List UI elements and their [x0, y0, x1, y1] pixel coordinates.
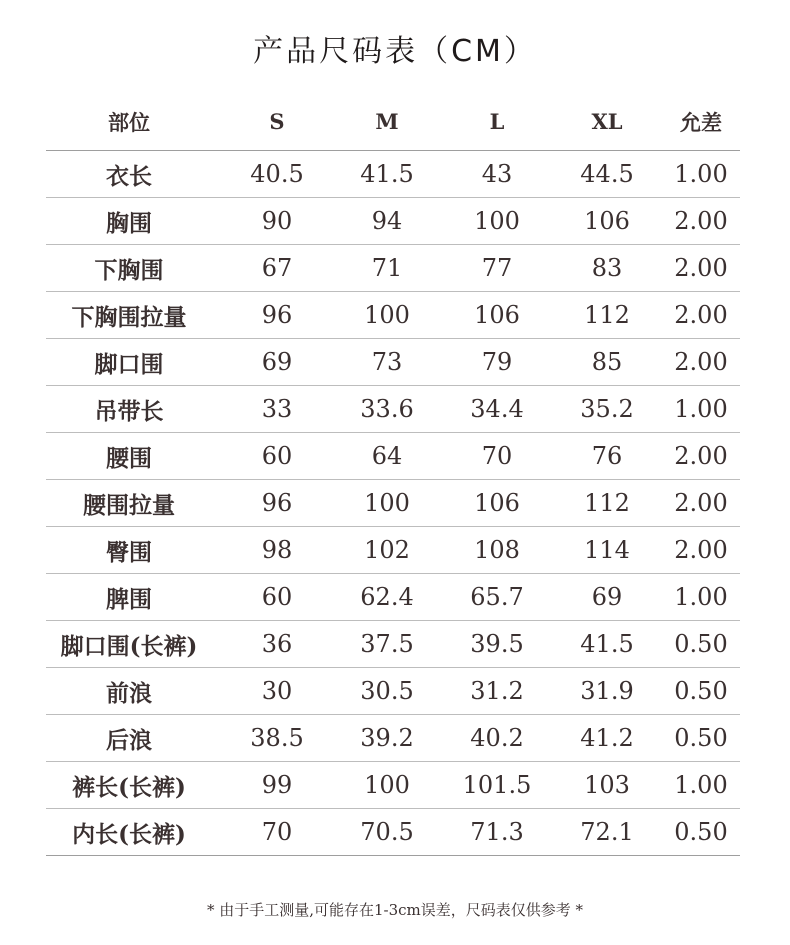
cell-size-xl: 41.2 — [580, 724, 634, 752]
cell-part: 后浪 — [106, 726, 152, 754]
cell-size-l: 34.4 — [470, 395, 524, 423]
cell-part: 脾围 — [106, 585, 152, 613]
cell-size-l: 40.2 — [470, 724, 524, 752]
cell-size-xl: 83 — [591, 254, 623, 282]
cell-size-xl: 31.9 — [580, 677, 634, 705]
cell-size-xl: 103 — [584, 771, 630, 799]
cell-part: 腰围 — [106, 444, 152, 472]
cell-part: 下胸围 — [94, 256, 164, 284]
header-size-m: M — [375, 109, 399, 134]
table-row — [46, 339, 740, 386]
table-row — [46, 433, 740, 480]
cell-size-l: 43 — [481, 160, 513, 188]
cell-size-m: 71 — [371, 254, 403, 282]
cell-size-xl: 112 — [584, 489, 630, 517]
cell-size-s: 30 — [261, 677, 293, 705]
cell-size-m: 70.5 — [360, 818, 414, 846]
cell-size-l: 77 — [481, 254, 513, 282]
cell-size-m: 33.6 — [360, 395, 414, 423]
table-row — [46, 668, 740, 715]
cell-size-l: 71.3 — [470, 818, 524, 846]
cell-size-m: 94 — [371, 207, 403, 235]
cell-size-l: 101.5 — [462, 771, 532, 799]
table-row — [46, 574, 740, 621]
cell-size-xl: 76 — [591, 442, 623, 470]
cell-size-s: 60 — [261, 442, 293, 470]
cell-part: 内长(长裤) — [72, 820, 186, 848]
cell-size-s: 99 — [261, 771, 293, 799]
cell-size-s: 38.5 — [250, 724, 304, 752]
cell-part: 吊带长 — [94, 397, 164, 425]
cell-size-l: 106 — [474, 301, 520, 329]
cell-size-l: 39.5 — [470, 630, 524, 658]
cell-size-xl: 106 — [584, 207, 630, 235]
cell-size-xl: 72.1 — [580, 818, 634, 846]
table-row — [46, 151, 740, 198]
cell-tolerance: 0.50 — [674, 724, 728, 752]
cell-part: 腰围拉量 — [83, 491, 175, 519]
cell-part: 脚口围(长裤) — [60, 632, 198, 660]
cell-tolerance: 0.50 — [674, 630, 728, 658]
cell-size-xl: 112 — [584, 301, 630, 329]
cell-part: 下胸围拉量 — [71, 303, 187, 331]
cell-size-m: 39.2 — [360, 724, 414, 752]
table-row — [46, 245, 740, 292]
table-row — [46, 621, 740, 668]
table-row — [46, 527, 740, 574]
cell-tolerance: 2.00 — [674, 207, 728, 235]
cell-size-s: 96 — [261, 301, 293, 329]
header-part: 部位 — [108, 109, 150, 135]
cell-size-m: 100 — [364, 771, 410, 799]
header-size-l: L — [489, 109, 505, 134]
cell-size-s: 40.5 — [250, 160, 304, 188]
header-tolerance: 允差 — [680, 109, 722, 135]
cell-part: 衣长 — [106, 162, 152, 190]
cell-part: 臀围 — [106, 538, 152, 566]
cell-part: 脚口围 — [94, 350, 164, 378]
cell-tolerance: 2.00 — [674, 442, 728, 470]
table-header-row — [46, 93, 740, 151]
table-row — [46, 715, 740, 762]
cell-size-l: 65.7 — [470, 583, 524, 611]
cell-part: 胸围 — [106, 209, 152, 237]
cell-size-s: 96 — [261, 489, 293, 517]
table-row — [46, 198, 740, 245]
cell-tolerance: 0.50 — [674, 677, 728, 705]
cell-part: 裤长(长裤) — [72, 773, 186, 801]
header-size-s: S — [269, 109, 285, 134]
cell-size-l: 70 — [481, 442, 513, 470]
size-table — [46, 93, 740, 856]
cell-size-m: 30.5 — [360, 677, 414, 705]
cell-size-m: 102 — [364, 536, 410, 564]
table-row — [46, 480, 740, 527]
table-row — [46, 386, 740, 433]
cell-size-m: 41.5 — [360, 160, 414, 188]
cell-part: 前浪 — [106, 679, 152, 707]
page-title: 产品尺码表（CM） — [253, 34, 537, 69]
cell-size-m: 37.5 — [360, 630, 414, 658]
cell-tolerance: 2.00 — [674, 348, 728, 376]
cell-size-xl: 85 — [591, 348, 623, 376]
cell-size-s: 33 — [261, 395, 293, 423]
cell-size-s: 69 — [261, 348, 293, 376]
cell-size-m: 73 — [371, 348, 403, 376]
cell-size-xl: 41.5 — [580, 630, 634, 658]
header-size-xl: XL — [591, 109, 623, 134]
cell-size-xl: 35.2 — [580, 395, 634, 423]
cell-tolerance: 0.50 — [674, 818, 728, 846]
cell-size-s: 60 — [261, 583, 293, 611]
cell-size-l: 100 — [474, 207, 520, 235]
cell-tolerance: 2.00 — [674, 536, 728, 564]
cell-size-l: 108 — [474, 536, 520, 564]
table-row — [46, 809, 740, 856]
cell-size-m: 64 — [371, 442, 403, 470]
cell-size-xl: 69 — [591, 583, 623, 611]
cell-size-xl: 114 — [584, 536, 630, 564]
cell-size-m: 62.4 — [360, 583, 414, 611]
cell-size-s: 98 — [261, 536, 293, 564]
cell-tolerance: 2.00 — [674, 254, 728, 282]
cell-tolerance: 2.00 — [674, 301, 728, 329]
cell-size-xl: 44.5 — [580, 160, 634, 188]
cell-tolerance: 1.00 — [674, 395, 728, 423]
cell-size-m: 100 — [364, 489, 410, 517]
table-row — [46, 762, 740, 809]
cell-size-l: 31.2 — [470, 677, 524, 705]
cell-size-s: 67 — [261, 254, 293, 282]
cell-tolerance: 2.00 — [674, 489, 728, 517]
cell-tolerance: 1.00 — [674, 771, 728, 799]
cell-tolerance: 1.00 — [674, 160, 728, 188]
table-row — [46, 292, 740, 339]
cell-size-m: 100 — [364, 301, 410, 329]
cell-size-l: 106 — [474, 489, 520, 517]
cell-size-l: 79 — [481, 348, 513, 376]
cell-size-s: 90 — [261, 207, 293, 235]
measurement-note: * 由于手工测量,可能存在1-3cm误差，尺码表仅供参考 * — [206, 901, 584, 919]
cell-size-s: 70 — [261, 818, 293, 846]
cell-tolerance: 1.00 — [674, 583, 728, 611]
cell-size-s: 36 — [261, 630, 293, 658]
